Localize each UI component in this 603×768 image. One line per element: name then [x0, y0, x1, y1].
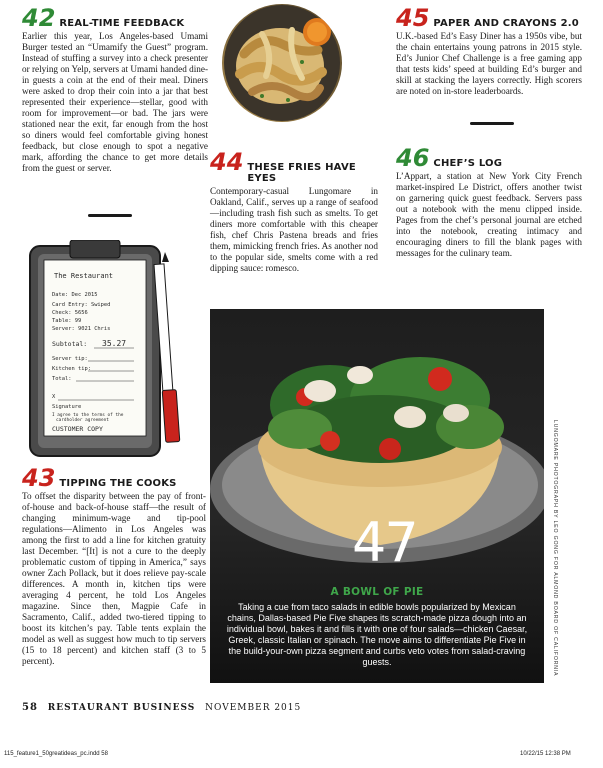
receipt-agree: cardholder agreement [56, 418, 109, 423]
print-slug-file: 115_feature1_50greatideas_pc.indd 58 [4, 751, 108, 757]
photo-credit: LUNGOMARE PHOTOGRAPH BY LEO GONG FOR ALMOND BOARD OF CALIFORNIA [552, 420, 558, 677]
receipt-subtotal-label: Subtotal: [52, 340, 88, 348]
section-body: Contemporary-casual Lungomare in Oakland, Calif., serves up a range of seafood—including trash fish such as smelts. To get diners more comfortable with this cheaper fish, chef Chris Pastena breads and fries them, mimicking french fries. As another nod to the popular side, smelts come with a red dipping sauce: romesco. [210, 186, 378, 273]
section-number: 44 [210, 148, 244, 176]
issue-date: NOVEMBER 2015 [205, 703, 302, 713]
section-46-heading [396, 144, 582, 172]
fried-smelts-photo [222, 4, 342, 122]
section-title: REAL-TIME FEEDBACK [59, 18, 185, 29]
print-slug-stamp: 10/22/15 12:38 PM [520, 751, 571, 757]
receipt-line: Server: 9021 Chris [52, 326, 111, 332]
receipt-agree: I agree to the terms of the [52, 413, 124, 418]
section-body: U.K.-based Ed’s Easy Diner has a 1950s vibe, but the chain entertains young patrons in 2015 style. Ed’s Junior Chef Challenge is a free gaming app that tests kids’ speed at building Ed’s burger and skill at stacking the layers correctly. High scorers are noted on in-store leaderboards. [396, 31, 582, 96]
section-47-number [352, 511, 417, 574]
section-44-heading [210, 148, 378, 184]
section-number: 45 [396, 4, 430, 32]
receipt-subtotal-value: 35.27 [102, 339, 127, 348]
section-46 [396, 144, 582, 259]
section-43-heading [22, 464, 206, 492]
section-number: 47 [352, 511, 417, 574]
receipt-line: Date: Dec 2015 [52, 292, 98, 298]
receipt-header: The Restaurant [54, 272, 114, 280]
section-42-heading [22, 4, 208, 32]
section-42 [22, 4, 208, 174]
section-body: Earlier this year, Los Angeles-based Umami Burger tested an “Umamify the Guest” program. Instead of stuffing a survey into a check presenter or relying on Yelp, servers at Umami handed dine-in guests a coin at the end of their meal. Diners were asked to drop their coin into a jar that best represented their experience—stellar, good with room for improvement—or bad. The jars were stationed near the exit, far enough from the host so diners would feel comfortable giving honest feedback, but close enough to spot a negative mark, affording the chance to get more details from the guest or server. [22, 31, 208, 173]
section-number: 46 [396, 144, 430, 172]
receipt-total: Total: [52, 376, 72, 382]
section-body: L’Appart, a station at New York City French market-inspired Le District, offers another twist on garnering quick guest feedback. Servers pass out a notebook with the menu clipped inside. Pages from the chef’s personal journal are etched into the notebook, creating intimacy and encouraging diners to fill the blank pages with messages for the culinary team. [396, 171, 582, 258]
publication-name: RESTAURANT BUSINESS [47, 703, 196, 713]
section-43 [22, 464, 206, 667]
receipt-copy: CUSTOMER COPY [52, 425, 103, 433]
section-title: A BOWL OF PIE [330, 586, 424, 598]
section-47-body: Taking a cue from taco salads in edible bowls popularized by Mexican chains, Dallas-based Pie Five shapes its scratch-made pizza dough into an individual bowl, bakes it and fills it with one of four salads—chicken Caesar, Greek, classic Italian or spinach. The move aims to differentiate Pie Five in the build-your-own pizza segment and curbs veto votes from salad-craving guests. [226, 602, 528, 667]
section-45 [396, 4, 582, 97]
receipt-kitchen-tip: Kitchen tip: [52, 366, 91, 372]
section-title: CHEF’S LOG [433, 158, 503, 169]
receipt-signature: Signature [52, 404, 82, 410]
section-44 [210, 148, 378, 274]
divider [470, 122, 514, 125]
section-number: 43 [22, 464, 56, 492]
receipt-line: Check: 5656 [52, 310, 88, 316]
section-47-title [210, 580, 544, 599]
page-number: 58 [22, 702, 38, 713]
receipt-illustration [24, 240, 204, 465]
receipt-server-tip: Server tip: [52, 356, 88, 362]
section-title: PAPER AND CRAYONS 2.0 [433, 18, 579, 29]
receipt-x-mark: X [52, 394, 56, 400]
fries-illustration [222, 4, 342, 122]
divider [88, 214, 132, 217]
section-body: To offset the disparity between the pay of front-of-house and back-of-house staff—the result of changing minimum-wage and tip-pool regulations—Alimento in Los Angeles was among the first to add a line for kitchen gratuity last December. “[It] is not a cure to the deeply problematic custom of tipping in America,” says owner Zach Pollack, but it does relieve pay-scale differences. A month in, kitchen tips were averaging 4 percent, he told Los Angeles magazine. Since then, Magpie Cafe in Sacramento, Calif., added two-tiered tipping to boost its kitchen’s pay. Table tents explain the model as well as suggest how much to tip servers (15 to 18 percent) and kitchen staff (3 to 5 percent). [22, 491, 206, 666]
receipt-line: Table: 99 [52, 318, 82, 324]
receipt-line: Card Entry: Swiped [52, 302, 111, 308]
section-title: TIPPING THE COOKS [59, 478, 177, 489]
section-title: THESE FRIES HAVE EYES [247, 162, 356, 184]
page-footer [22, 702, 301, 713]
section-45-heading [396, 4, 582, 32]
section-number: 42 [22, 4, 56, 32]
